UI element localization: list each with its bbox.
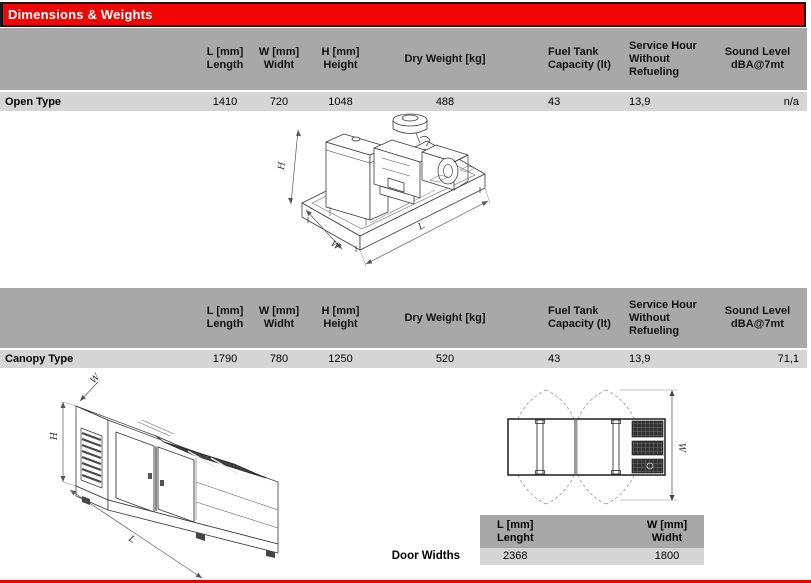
- canopy-fuel-tank: 43: [548, 353, 561, 365]
- open-dim-l-label: L: [416, 221, 427, 233]
- door-width-value: 1800: [654, 550, 680, 562]
- col-fuel-tank: Fuel Tank Capacity (lt): [548, 305, 611, 330]
- header-spacer: [0, 28, 195, 90]
- open-service-hour: 13,9: [629, 95, 651, 108]
- col-length: L [mm] Length: [206, 305, 244, 330]
- col-fuel-tank: Fuel Tank Capacity (lt): [548, 46, 611, 71]
- canopy-type-row: [0, 348, 807, 368]
- canopy-top-view-drawing: [493, 383, 703, 515]
- col-width: W [mm] Widht: [258, 305, 300, 330]
- door-widths-row: [480, 548, 704, 565]
- section-title: Dimensions & Weights: [8, 7, 153, 22]
- col-sound-level: Sound Level dBA@7mt: [724, 46, 791, 71]
- open-dim-h-label: H: [277, 161, 288, 171]
- open-length: 1410: [212, 95, 238, 108]
- header-spacer: [0, 288, 195, 348]
- canopy-dim-h-label: H: [50, 432, 60, 440]
- col-sound-level: Sound Level dBA@7mt: [724, 305, 791, 330]
- canopy-dim-w-label: W: [88, 372, 103, 387]
- col-width: W [mm] Widht: [258, 46, 300, 71]
- door-widths-label: Door Widths: [391, 550, 460, 562]
- door-length-value: 2368: [503, 550, 528, 562]
- col-length: L [mm] Length: [206, 46, 244, 71]
- canopy-height: 1250: [328, 353, 353, 365]
- canopy-sound-level: 71,1: [777, 353, 799, 365]
- open-fuel-tank: 43: [548, 95, 561, 108]
- open-type-label: Open Type: [5, 95, 62, 108]
- open-dry-weight: 488: [435, 95, 455, 108]
- canopy-width: 780: [269, 353, 289, 365]
- col-service-hour: Service Hour Without Refueling: [629, 39, 697, 78]
- col-height: H [mm] Height: [321, 305, 360, 330]
- col-dry-weight: Dry Weight [kg]: [404, 311, 486, 324]
- open-width: 720: [269, 95, 289, 108]
- canopy-dim-l-label: L: [126, 534, 137, 546]
- canopy-type-label: Canopy Type: [5, 353, 74, 365]
- canopy-type-table-header: [0, 288, 807, 348]
- col-dry-weight: Dry Weight [kg]: [404, 52, 486, 65]
- canopy-dry-weight: 520: [435, 353, 455, 365]
- open-height: 1048: [328, 95, 353, 108]
- door-col-length: L [mm] Lenght: [497, 518, 534, 544]
- top-view-dim-w-label: W: [676, 443, 686, 453]
- open-type-table-header: [0, 28, 807, 90]
- door-widths-header: [480, 515, 704, 548]
- door-col-width: W [mm] Widht: [646, 518, 688, 544]
- canopy-type-drawing: [50, 370, 400, 582]
- section-title-bar: [0, 2, 806, 27]
- open-type-drawing: [270, 108, 555, 288]
- col-service-hour: Service Hour Without Refueling: [629, 298, 697, 337]
- canopy-service-hour: 13,9: [629, 353, 651, 365]
- open-dim-w-label: W: [328, 239, 342, 253]
- canopy-length: 1790: [212, 353, 238, 365]
- col-height: H [mm] Height: [321, 46, 360, 71]
- open-sound-level: n/a: [783, 95, 799, 108]
